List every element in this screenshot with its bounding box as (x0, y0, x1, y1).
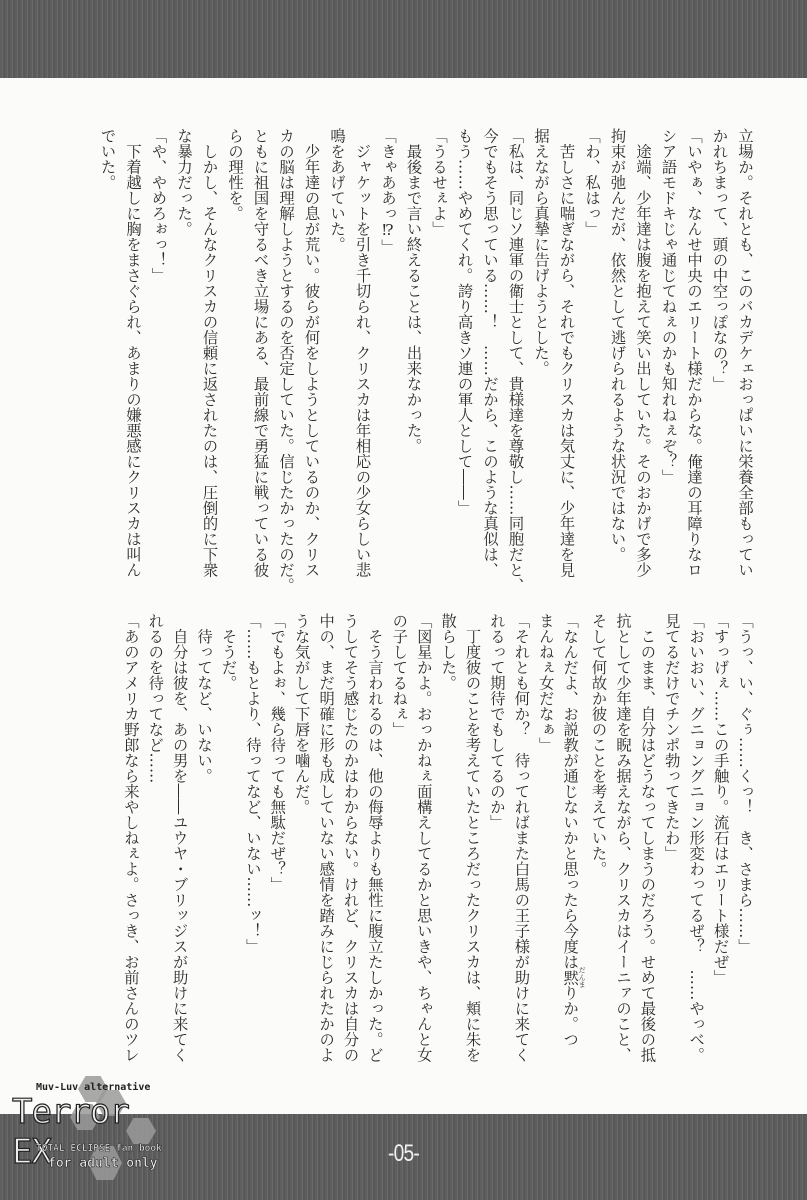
logo-rating: for adult only (48, 1156, 158, 1171)
text-line: 「おいおい、グニョングニョン形変わってるぜ？ ……やっべ。 (687, 613, 706, 1063)
text-line: 「図星かよ。おっかねぇ面構えしてるかと思いきや、ちゃんと女 (414, 613, 433, 1063)
text-line: まんねぇ女だなぁ」 (536, 613, 555, 753)
text-line: 「……もとより、待ってなど、いない……ッ！」 (243, 613, 262, 954)
text-line: でいた。 (98, 128, 117, 190)
text-line: ともに祖国を守るべき立場にある、最前線で勇猛に戦っている彼 (251, 128, 270, 578)
text-line: うしてそう感じたのかはわからない。けれど、クリスカは自分の (341, 613, 360, 1063)
text-line: もう……やめてくれ。誇り高きソ連の軍人として――」 (455, 128, 474, 516)
text-line: 「すっげぇ……この手触り。流石はエリート様だぜ」 (711, 613, 730, 985)
text-line: かれちまって、頭の中空っぽなの？」 (710, 128, 729, 392)
text-line: な暴力だった。 (175, 128, 193, 237)
text-line: 拘束が弛んだが、依然として逃げられるような状況ではない。 (608, 128, 627, 562)
header-bar (0, 0, 807, 78)
page-number: -05- (388, 1140, 419, 1167)
text-line: 「うるせぇよ」 (430, 128, 448, 237)
logo-title: Terror EX (12, 1092, 129, 1172)
text-line: 「きゃああっ⁉」 (379, 128, 397, 255)
text-line: 「うっ、い、ぐぅ……くっ！ き、さまら……」 (736, 613, 754, 954)
text-line: うな気がして下唇を噛んだ。 (292, 613, 311, 815)
ruby-reading: だんま (578, 966, 587, 989)
text-line: 「いやぁ、なんせ中央のエリート様だからな。俺達の耳障りなロ (685, 128, 703, 578)
text-line: しかし、そんなクリスカの信頼に返されたのは、圧倒的に下衆 (200, 128, 219, 578)
text-line: 鳴をあげていた。 (328, 128, 346, 252)
text-line: の子してるねぇ」 (390, 613, 409, 737)
text-line: 抗として少年達を睨み据えながら、クリスカはイーニァのこと、 (613, 613, 632, 1063)
logo-subtitle: TOTAL ECLIPSE fan book (36, 1143, 162, 1154)
text-line: 「それとも何か？ 待ってればまた白馬の王子様が助けに来てく (512, 613, 531, 1063)
text-line (558, 613, 586, 1073)
text-line: そう言われるのは、他の侮辱よりも無性に腹立たしかった。ど (365, 613, 384, 1063)
text-line: 途端、少年達は腹を抱えて笑い出していた。そのおかげで多少 (634, 128, 652, 578)
text-line: 「でもよぉ、幾ら待っても無駄だぜ？」 (268, 613, 287, 892)
text-line: 最後まで言い終えることは、出来なかった。 (404, 128, 423, 454)
text-line: 据えながら真摯に告げようとした。 (532, 128, 550, 376)
text-line: 中の、まだ明確に形も成していない感情を踏みにじられたかのよ (317, 613, 336, 1063)
text-line: 丁度彼のことを考えていたところだったクリスカは、頬に朱を (463, 613, 482, 1063)
text-line: 苦しさに喘ぎながら、それでもクリスカは気丈に、少年達を見 (557, 128, 576, 578)
text-line: 今でもそう思っている……！ ……だから、このような真似は、 (481, 128, 499, 578)
text-segment: りか。つ (561, 985, 580, 1048)
text-line: 立場か。それとも、このバカデケェおっぱいに栄養全部もってい (736, 128, 754, 578)
text-line: シア語モドキじゃ通じてねぇのかも知れねぇぞ？」 (659, 128, 678, 485)
logo-series: Muv-Luv alternative (36, 1082, 151, 1093)
text-line: カの脳は理解しようとするのを否定していた。信じたかったのだ。 (277, 128, 295, 593)
text-line: 「や、やめろぉっ！」 (149, 128, 168, 283)
text-line: れるのを待ってなど…… (146, 613, 165, 784)
text-line: そして何故か彼のことを考えていた。 (589, 613, 608, 877)
text-line: らの理性を。 (226, 128, 244, 221)
text-segment: 「なんだよ、お説教が通じないかと思ったら今度は (561, 613, 580, 970)
text-line: このまま、自分はどうなってしまうのだろう。せめて最後の抵 (638, 613, 657, 1063)
text-line: 散らした。 (439, 613, 458, 691)
ruby-base: 黙 (561, 966, 580, 989)
text-line: 待ってなど、いない。 (195, 613, 214, 784)
ruby-word (561, 966, 587, 989)
text-line: 「あのアメリカ野郎なら来やしねぇよ。さっき、お前さんのツレ (121, 613, 140, 1063)
text-line: 下着越しに胸をまさぐられ、あまりの嫌悪感にクリスカは叫ん (124, 128, 142, 578)
book-logo (8, 1076, 168, 1196)
text-line: ジャケットを引き千切られ、クリスカは年相応の少女らしい悲 (353, 128, 372, 578)
text-line: 「私は、同じソ連軍の衛士として、貴様達を尊敬し……同胞だと、 (506, 128, 525, 593)
text-line: 自分は彼を、あの男を――ユウヤ・ブリッジスが助けに来てく (170, 613, 189, 1063)
text-line: そうだ。 (219, 613, 238, 691)
text-line: 見てるだけでチンポ勃ってきたわ」 (662, 613, 681, 861)
text-block-upper (94, 128, 757, 593)
text-block-lower (118, 613, 757, 1073)
text-line: 少年達の息が荒い。彼らが何をしようとしているのか、クリス (302, 128, 321, 578)
text-line: 「わ、私はっ」 (583, 128, 601, 237)
text-line: れるって期待でもしてるのか」 (487, 613, 506, 830)
